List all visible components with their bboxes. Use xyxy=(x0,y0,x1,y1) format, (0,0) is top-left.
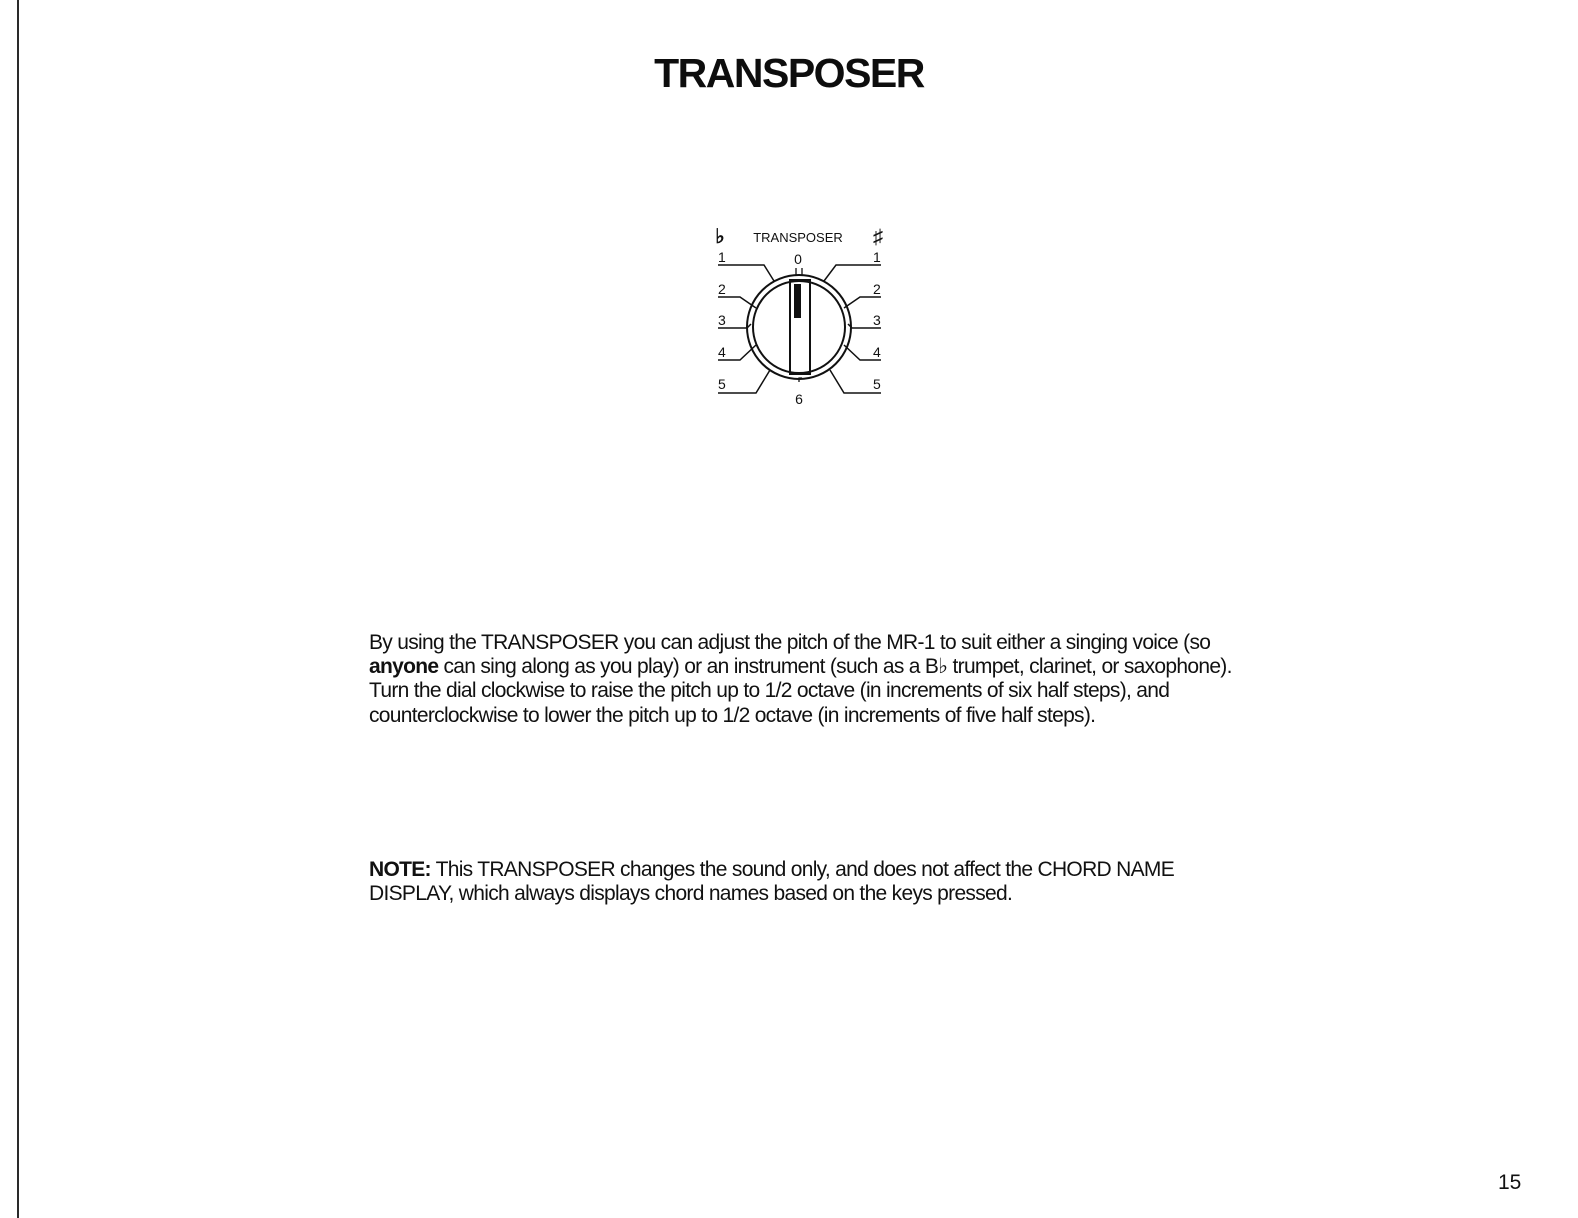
leader-line-flat-1 xyxy=(718,265,774,281)
sharp-label-3: 3 xyxy=(873,312,881,328)
flat-label-3: 3 xyxy=(718,312,726,328)
dial-pointer-indicator xyxy=(794,284,801,318)
transposer-dial-diagram xyxy=(700,220,900,420)
sharp-label-1: 1 xyxy=(873,249,881,265)
note-label: NOTE: xyxy=(369,858,431,881)
transposer-word: TRANSPOSER xyxy=(480,631,619,654)
dial-tick-bottom xyxy=(799,378,802,382)
leader-line-sharp-1 xyxy=(824,265,881,281)
page-title: TRANSPOSER xyxy=(654,50,924,96)
transposer-dial-svg xyxy=(700,220,900,420)
flat-label-5: 5 xyxy=(718,376,726,392)
sharp-symbol: ♯ xyxy=(873,226,883,248)
intro-text-middle: you can adjust the pitch of the MR-1 to suit either a singing voice (so xyxy=(618,631,1211,654)
note-paragraph xyxy=(369,858,1235,906)
emphasis-anyone: anyone xyxy=(369,655,439,679)
note-text: This TRANSPOSER changes the sound only, and does not affect the CHORD NAME DISPLAY, which always displays chord names based on the keys pressed. xyxy=(369,858,1175,906)
page-binding-edge xyxy=(17,0,19,1218)
leader-line-sharp-2 xyxy=(844,297,881,308)
page-number: 15 xyxy=(1498,1171,1522,1194)
intro-paragraph xyxy=(369,631,1235,728)
dial-label-6: 6 xyxy=(795,391,803,407)
sharp-label-5: 5 xyxy=(873,376,881,392)
dial-label-0: 0 xyxy=(794,251,802,267)
flat-label-1: 1 xyxy=(718,249,726,265)
sharp-label-2: 2 xyxy=(873,281,881,297)
intro-text-start: By using the xyxy=(369,631,481,654)
diagram-title: TRANSPOSER xyxy=(753,230,843,245)
leader-line-flat-5 xyxy=(718,370,770,393)
sharp-label-4: 4 xyxy=(873,344,881,360)
intro-text-rest: can sing along as you play) or an instrument (such as a B♭ trumpet, clarinet, or saxophone). Turn the dial clockwise to raise the pitch up to 1/2 octave (in increments of six half steps), and counterclockwise to lower the pitch up to 1/2 octave (in increments of five half steps). xyxy=(369,655,1232,727)
flat-label-4: 4 xyxy=(718,344,726,360)
flat-label-2: 2 xyxy=(718,281,726,297)
flat-symbol: ♭ xyxy=(715,226,725,248)
